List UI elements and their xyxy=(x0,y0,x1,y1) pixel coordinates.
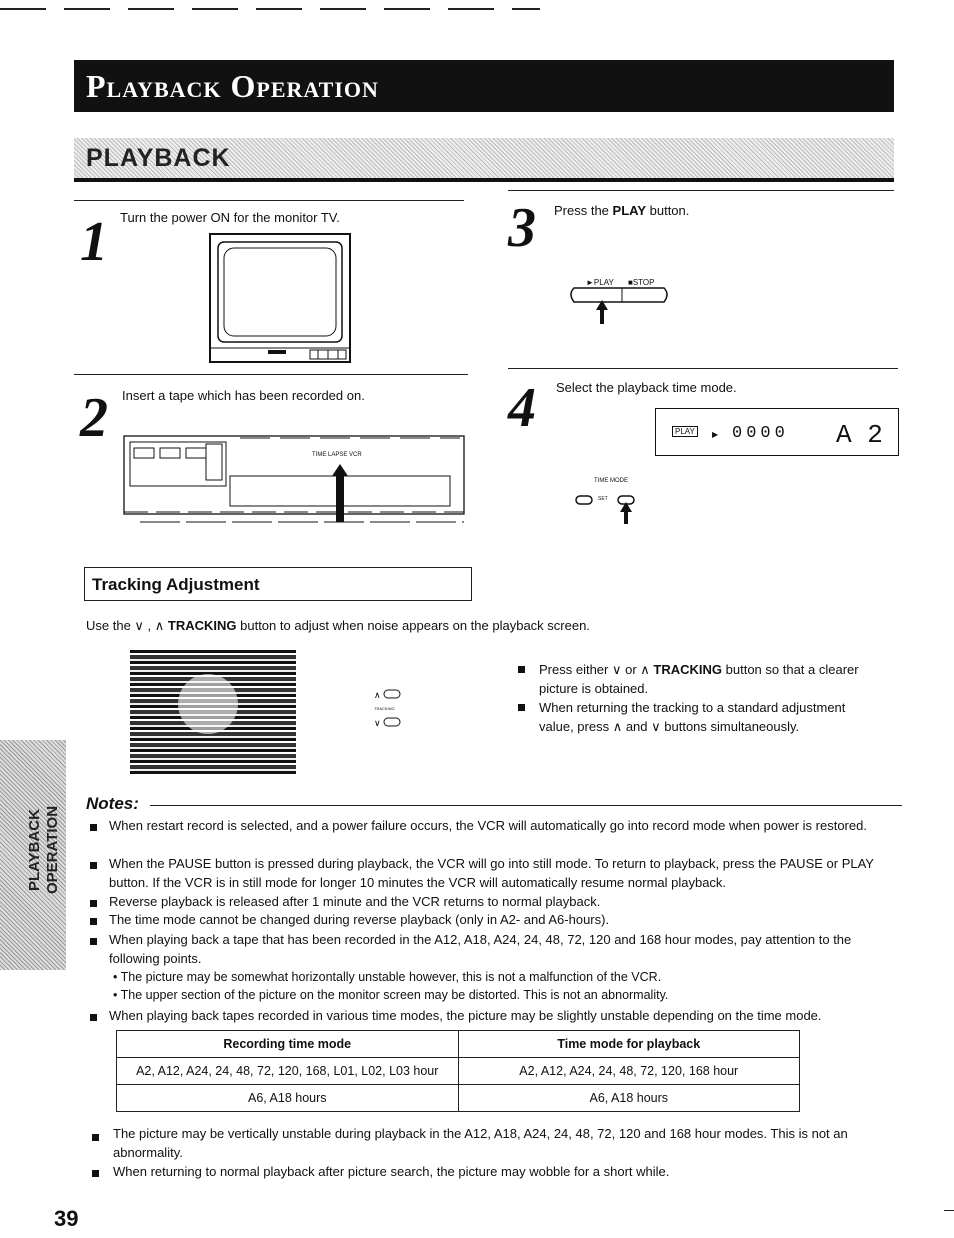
arrow-up-icon xyxy=(596,300,608,324)
side-tab-label: PLAYBACK OPERATION xyxy=(26,805,61,895)
tracking-intro: Use the ∨ , ∧ TRACKING button to adjust when noise appears on the playback screen. xyxy=(86,618,590,633)
note-5: When playing back a tape that has been recorded in the A12, A18, A24, 24, 48, 72, 120 and 168 hour modes, pay attention to the following points. xyxy=(109,932,852,966)
bullet xyxy=(90,862,97,869)
set-label: SET xyxy=(598,496,608,502)
step3-rule xyxy=(508,190,894,191)
step1-number: 1 xyxy=(80,211,108,273)
noisy-screen-image xyxy=(130,650,296,774)
section-title: PLAYBACK xyxy=(86,144,231,172)
bullet xyxy=(92,1134,99,1141)
notes-rule xyxy=(150,805,902,806)
table-row xyxy=(117,1058,800,1085)
notes-label: Notes: xyxy=(86,794,139,813)
note-4: The time mode cannot be changed during reverse playback (only in A2- and A6-hours). xyxy=(109,912,610,927)
step4-number: 4 xyxy=(508,377,536,439)
tracking-bullet-2: When returning the tracking to a standard adjustment value, press ∧ and ∨ buttons simultaneously. xyxy=(539,700,846,734)
step3-text: Press the PLAY button. xyxy=(554,203,690,218)
time-mode-label: TIME MODE xyxy=(594,478,628,484)
step2-rule xyxy=(74,374,468,375)
table-cell: A2, A12, A24, 24, 48, 72, 120, 168, L01, L02, L03 hour xyxy=(117,1058,459,1085)
tv-illustration xyxy=(206,232,356,367)
note-3: Reverse playback is released after 1 minute and the VCR returns to normal playback. xyxy=(109,894,601,909)
step4-rule xyxy=(508,368,898,369)
arrow-up-icon xyxy=(620,502,632,524)
table-cell: A2, A12, A24, 24, 48, 72, 120, 168 hour xyxy=(458,1058,800,1085)
play-label: ►PLAY xyxy=(586,278,614,287)
bullet xyxy=(90,1014,97,1021)
note-6: When playing back tapes recorded in various time modes, the picture may be slightly unstable depending on the time mode. xyxy=(109,1008,822,1023)
step2-text: Insert a tape which has been recorded on. xyxy=(122,388,365,403)
table-row xyxy=(117,1085,800,1112)
table-cell: A6, A18 hours xyxy=(458,1085,800,1112)
vcr-label: TIME LAPSE VCR xyxy=(312,452,362,458)
bullet xyxy=(518,704,525,711)
table-header: Recording time mode xyxy=(117,1031,459,1058)
bullet xyxy=(518,666,525,673)
svg-text:∧: ∧ xyxy=(374,690,381,700)
display-play-indicator: PLAY xyxy=(672,426,698,437)
tracking-bullet-1: Press either ∨ or ∧ TRACKING button so that a clearer picture is obtained. xyxy=(539,662,859,696)
note-5-subpoint-2: • The upper section of the picture on the monitor screen may be distorted. This is not an abnormality. xyxy=(113,988,669,1002)
bullet xyxy=(90,824,97,831)
time-mode-table xyxy=(116,1030,800,1112)
note-5-subpoint-1: • The picture may be somewhat horizontally unstable however, this is not a malfunction of the VCR. xyxy=(113,970,662,984)
step1-text: Turn the power ON for the monitor TV. xyxy=(120,210,340,225)
note-2: When the PAUSE button is pressed during playback, the VCR will go into still mode. To return to playback, press the PAUSE or PLAY button. If the VCR is in still mode for longer 10 minutes the VCR will automatically resume normal playback. xyxy=(109,856,874,890)
bullet xyxy=(90,938,97,945)
note-8: When returning to normal playback after picture search, the picture may wobble for a short while. xyxy=(113,1164,670,1179)
note-7: The picture may be vertically unstable during playback in the A12, A18, A24, 24, 48, 72, 120 and 168 hour modes. This is not an abnormality. xyxy=(113,1126,848,1160)
note-1: When restart record is selected, and a power failure occurs, the VCR will automatically go into record mode when power is restored. xyxy=(109,818,867,833)
tracking-title: Tracking Adjustment xyxy=(92,575,260,594)
step3-number: 3 xyxy=(508,197,536,259)
stop-label: ■STOP xyxy=(628,278,655,287)
page-number: 39 xyxy=(54,1206,79,1231)
step1-rule xyxy=(74,200,464,201)
play-arrow-icon: ▶ xyxy=(712,430,719,439)
top-dash-line xyxy=(0,8,540,10)
step2-number: 2 xyxy=(80,387,108,449)
table-header: Time mode for playback xyxy=(458,1031,800,1058)
step4-text: Select the playback time mode. xyxy=(556,380,737,395)
time-mode-buttons xyxy=(574,486,644,526)
display-counter: 0000 xyxy=(732,424,789,443)
play-stop-buttons xyxy=(568,286,672,326)
display-mode: A 2 xyxy=(836,420,883,450)
page-title: Playback Operation xyxy=(86,68,379,104)
table-header-row xyxy=(117,1031,800,1058)
bullet xyxy=(90,918,97,925)
svg-text:∨: ∨ xyxy=(374,718,381,728)
bullet xyxy=(92,1170,99,1177)
vcr-illustration xyxy=(120,428,470,528)
table-cell: A6, A18 hours xyxy=(117,1085,459,1112)
bullet xyxy=(90,900,97,907)
corner-mark xyxy=(944,1210,954,1211)
tracking-button-label: TRACKING xyxy=(374,706,395,711)
